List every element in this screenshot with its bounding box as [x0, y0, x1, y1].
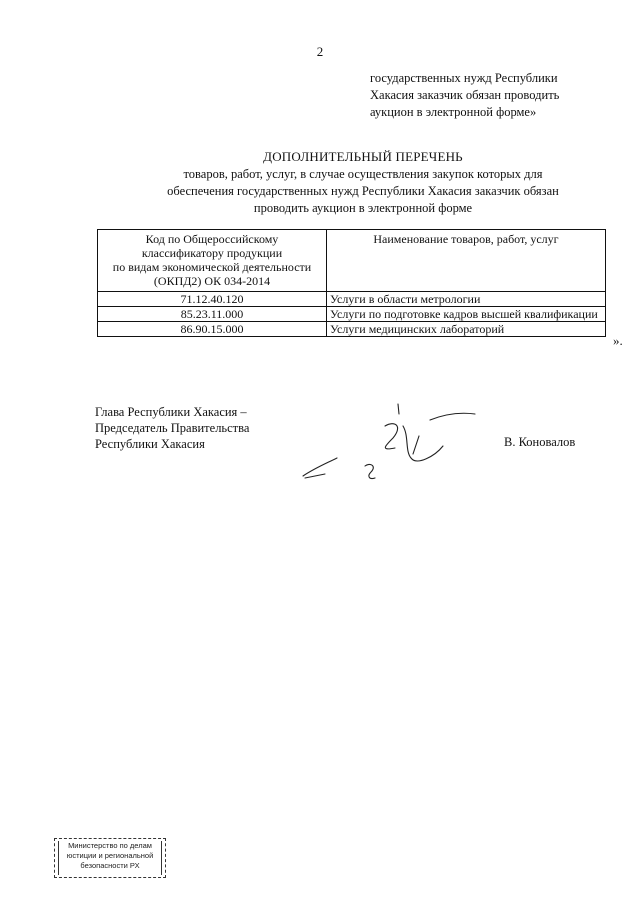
- page-number: 2: [316, 44, 324, 59]
- row-code: 71.12.40.120: [98, 292, 327, 307]
- row-name: Услуги медицинских лабораторий: [327, 322, 606, 337]
- document-subtitle: [90, 166, 636, 217]
- header-code-line: Код по Общероссийскому: [145, 232, 279, 246]
- stamp-frame: [58, 841, 162, 875]
- table-row: [98, 292, 606, 307]
- header-code-line: (ОКПД2) ОК 034-2014: [153, 274, 271, 288]
- closing-quote-mark: ».: [613, 333, 623, 348]
- registration-stamp: [54, 838, 166, 878]
- stamp-line: безопасности РХ: [80, 861, 140, 870]
- row-code: 85.23.11.000: [98, 307, 327, 322]
- tail-line: государственных нужд Республики: [370, 71, 558, 85]
- table-row: [98, 322, 606, 337]
- position-line: Председатель Правительства: [95, 421, 250, 435]
- tail-line: Хакасия заказчик обязан проводить: [370, 88, 560, 102]
- subtitle-line: товаров, работ, услуг, в случае осуществления закупок которых для: [183, 167, 543, 181]
- document-title: ДОПОЛНИТЕЛЬНЫЙ ПЕРЕЧЕНЬ: [263, 149, 463, 164]
- header-code-line: по видам экономической деятельности: [112, 260, 312, 274]
- subtitle-line: проводить аукцион в электронной форме: [253, 201, 473, 215]
- goods-services-table: [97, 229, 606, 337]
- position-line: Республики Хакасия: [95, 437, 205, 451]
- row-name: Услуги по подготовке кадров высшей квалификации: [327, 307, 606, 322]
- header-code: [98, 230, 327, 292]
- header-code-line: классификатору продукции: [141, 246, 283, 260]
- handwritten-signature: [285, 396, 485, 491]
- header-name: Наименование товаров, работ, услуг: [327, 230, 606, 292]
- tail-line: аукцион в электронной форме»: [370, 105, 537, 119]
- preceding-text-tail: [370, 70, 630, 121]
- stamp-line: юстиции и региональной: [66, 851, 154, 860]
- table-header-row: [98, 230, 606, 292]
- table-row: [98, 307, 606, 322]
- signatory-position: [95, 404, 249, 452]
- stamp-line: Министерство по делам: [68, 841, 152, 850]
- row-code: 86.90.15.000: [98, 322, 327, 337]
- row-name: Услуги в области метрологии: [327, 292, 606, 307]
- signatory-name: В. Коновалов: [504, 435, 576, 449]
- position-line: Глава Республики Хакасия –: [95, 405, 247, 419]
- subtitle-line: обеспечения государственных нужд Республики Хакасия заказчик обязан: [167, 184, 559, 198]
